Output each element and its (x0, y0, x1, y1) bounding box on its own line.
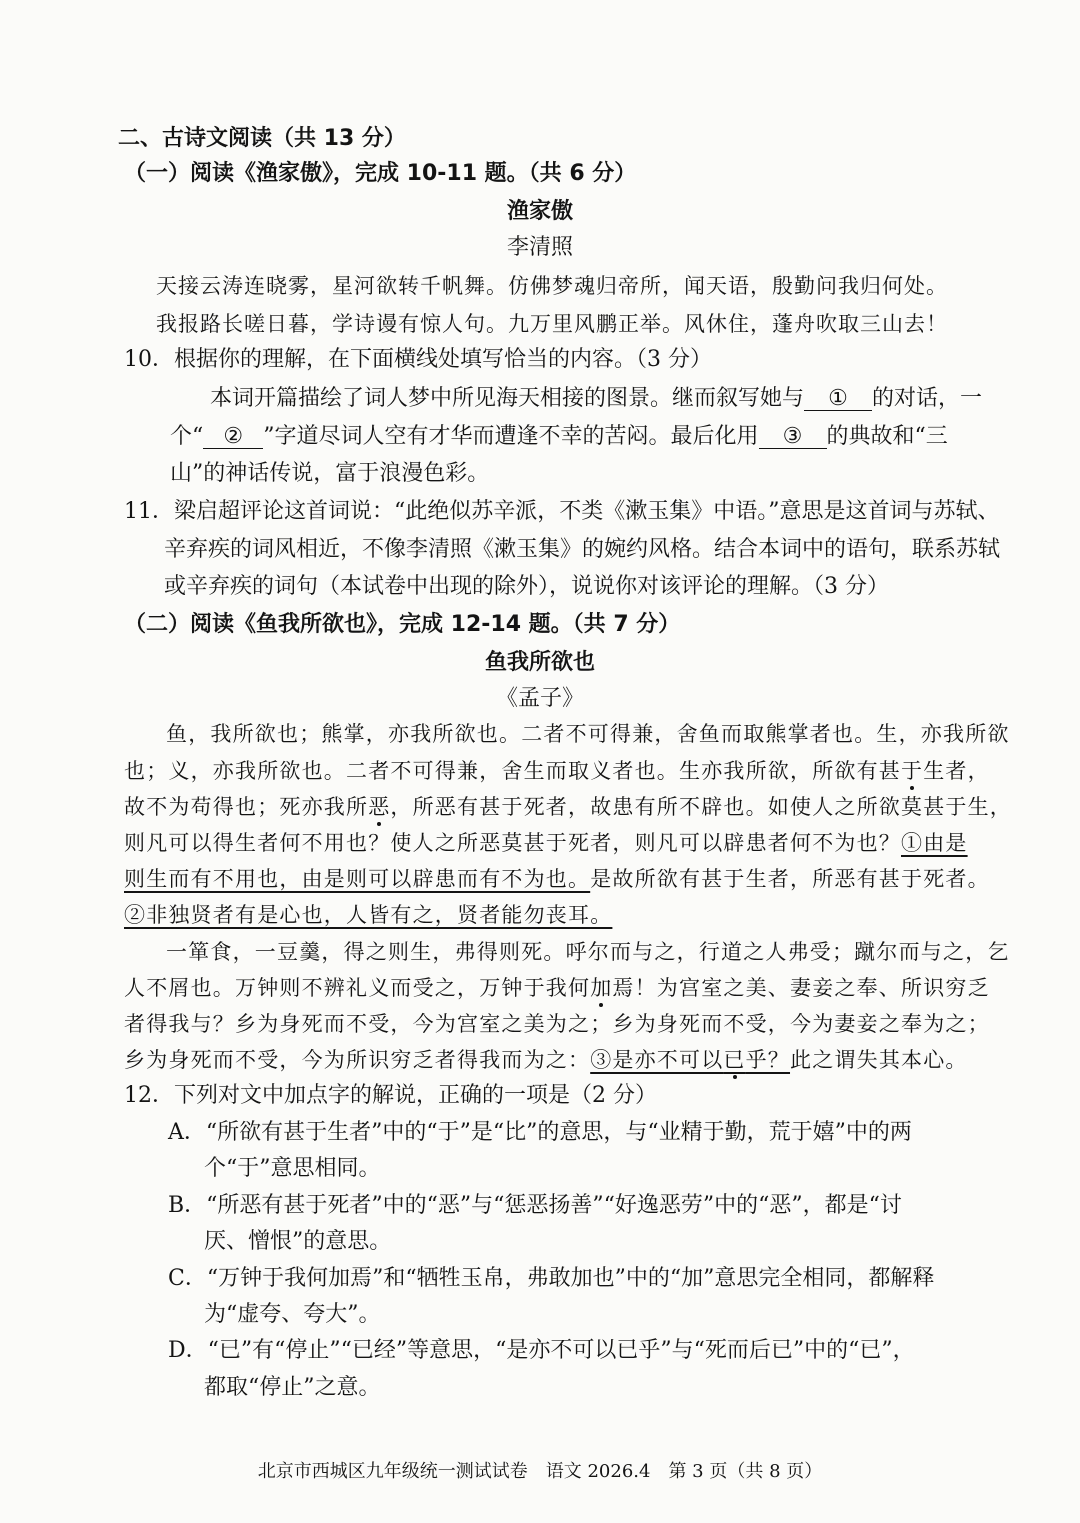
passage-p1-line-4 (124, 830, 968, 856)
option-b-line-1: B．“所恶有甚于死者”中的“恶”与“惩恶扬善”“好逸恶劳”中的“恶”，都是“讨 (168, 1193, 902, 1218)
passage-text: 故不为苟得也；死亦我所 (124, 795, 369, 819)
question-10-line-2 (170, 424, 948, 450)
passage-p1-line-5 (124, 866, 990, 892)
question-11-line-2: 辛弃疾的词风相近，不像李清照《漱玉集》的婉约风格。结合本词中的语句，联系苏轼 (164, 537, 1001, 562)
underlined-sentence-1: 则生而有不用也，由是则可以辟患而有不为也。 (124, 867, 591, 891)
q10-text: ”字道尽词人空有才华而遭逢不幸的苦闷。最后化用 (263, 424, 759, 449)
option-c-line-1: C．“万钟于我何加焉”和“牺牲玉帛，弗敢加也”中的“加”意思完全相同，都解释 (168, 1266, 935, 1291)
part2-heading: （二）阅读《鱼我所欲也》，完成 12-14 题。（共 7 分） (124, 612, 681, 637)
option-d-line-2: 都取“停止”之意。 (204, 1375, 381, 1400)
question-10-line-3: 山”的神话传说，富于浪漫色彩。 (170, 461, 490, 486)
q10-text: 的典故和“三 (826, 424, 948, 449)
dotted-char: 已 (723, 1048, 746, 1072)
question-12-stem: 12．下列对文中加点字的解说，正确的一项是（2 分） (124, 1083, 657, 1108)
dotted-char: 于 (901, 759, 924, 783)
dotted-char: 加 (590, 976, 613, 1000)
passage-text: 也；义，亦我所欲也。二者不可得兼，舍生而取义者也。生亦我所欲，所欲有甚 (124, 759, 901, 783)
poem-line-1: 天接云涛连晓雾，星河欲转千帆舞。仿佛梦魂归帝所，闻天语，殷勤问我归何处。 (156, 274, 948, 298)
question-10-stem: 10．根据你的理解，在下面横线处填写恰当的内容。（3 分） (124, 347, 712, 372)
part1-heading: （一）阅读《渔家傲》，完成 10-11 题。（共 6 分） (124, 161, 637, 186)
passage-p2-line-1: 一箪食，一豆羹，得之则生，弗得则死。呼尔而与之，行道之人弗受；蹴尔而与之，乞 (166, 940, 1010, 964)
option-d-line-1: D．“已”有“停止”“已经”等意思，“是亦不可以已乎”与“死而后已”中的“已”， (168, 1338, 915, 1363)
passage-text: ，所恶有甚于死者，故患有所不辟也。如使人之所欲莫甚于生， (390, 795, 1013, 819)
question-10-line-1 (210, 386, 982, 412)
blank-1: ① (804, 388, 872, 411)
blank-3: ③ (759, 426, 827, 449)
page-footer: 北京市西城区九年级统一测试试卷 语文 2026.4 第 3 页（共 8 页） (257, 1461, 823, 1482)
passage-p1-line-1: 鱼，我所欲也；熊掌，亦我所欲也。二者不可得兼，舍鱼而取熊掌者也。生，亦我所欲 (166, 722, 1010, 746)
q10-text: 本词开篇描绘了词人梦中所见海天相接的图景。继而叙写她与 (210, 386, 805, 411)
dotted-char: 恶 (368, 795, 391, 819)
blank-2: ② (203, 426, 263, 449)
underlined-sentence-3: ③是亦不可以 (590, 1048, 724, 1072)
passage-author: 《孟子》 (495, 686, 584, 711)
underlined-sentence-1: ①由是 (901, 831, 968, 855)
passage-p2-line-4 (124, 1047, 968, 1073)
question-11-line-3: 或辛弃疾的词句（本试卷中出现的除外），说说你对该评论的理解。（3 分） (164, 574, 889, 599)
poem-line-2: 我报路长嗟日暮，学诗谩有惊人句。九万里风鹏正举。风休住，蓬舟吹取三山去！ (156, 312, 948, 336)
passage-p1-line-3 (124, 794, 1012, 820)
passage-text: 人不屑也。万钟则不辨礼义而受之，万钟于我何 (124, 976, 591, 1000)
underlined-sentence-2: ②非独贤者有是心也，人皆有之，贤者能勿丧耳。 (124, 903, 613, 927)
q10-text: 的对话，一 (872, 386, 983, 411)
section-heading: 二、古诗文阅读（共 13 分） (118, 126, 406, 151)
poem-title: 渔家傲 (506, 199, 573, 224)
passage-text: 焉！为宫室之美、妻妾之奉、所识穷乏 (612, 976, 990, 1000)
passage-text: 则凡可以得生者何不用也？使人之所恶莫甚于死者，则凡可以辟患者何不为也？ (124, 831, 901, 855)
option-c-line-2: 为“虚夸、夸大”。 (204, 1302, 381, 1327)
passage-p2-line-2 (124, 975, 990, 1001)
poem-author: 李清照 (506, 235, 573, 260)
question-11-line-1: 11．梁启超评论这首词说：“此绝似苏辛派，不类《漱玉集》中语。”意思是这首词与苏轼、 (124, 499, 1000, 524)
option-b-line-2: 厌、憎恨”的意思。 (204, 1229, 392, 1254)
passage-title: 鱼我所欲也 (484, 650, 595, 675)
option-a-line-2: 个“于”意思相同。 (204, 1156, 381, 1181)
passage-p1-line-2 (124, 758, 990, 784)
passage-text: 此之谓失其本心。 (790, 1048, 968, 1072)
passage-p2-line-3: 者得我与？乡为身死而不受，今为宫室之美为之；乡为身死而不受，今为妻妾之奉为之； (124, 1012, 990, 1036)
passage-text: 是故所欲有甚于生者，所恶有甚于死者。 (590, 867, 990, 891)
underlined-sentence-3: 乎？ (745, 1048, 791, 1072)
passage-text: 生者， (923, 759, 990, 783)
passage-p1-line-6 (124, 902, 612, 928)
passage-text: 乡为身死而不受，今为所识穷乏者得我而为之： (124, 1048, 591, 1072)
option-a-line-1: A．“所欲有甚于生者”中的“于”是“比”的意思，与“业精于勤，荒于嬉”中的两 (168, 1120, 912, 1145)
q10-text: 个“ (170, 424, 204, 449)
